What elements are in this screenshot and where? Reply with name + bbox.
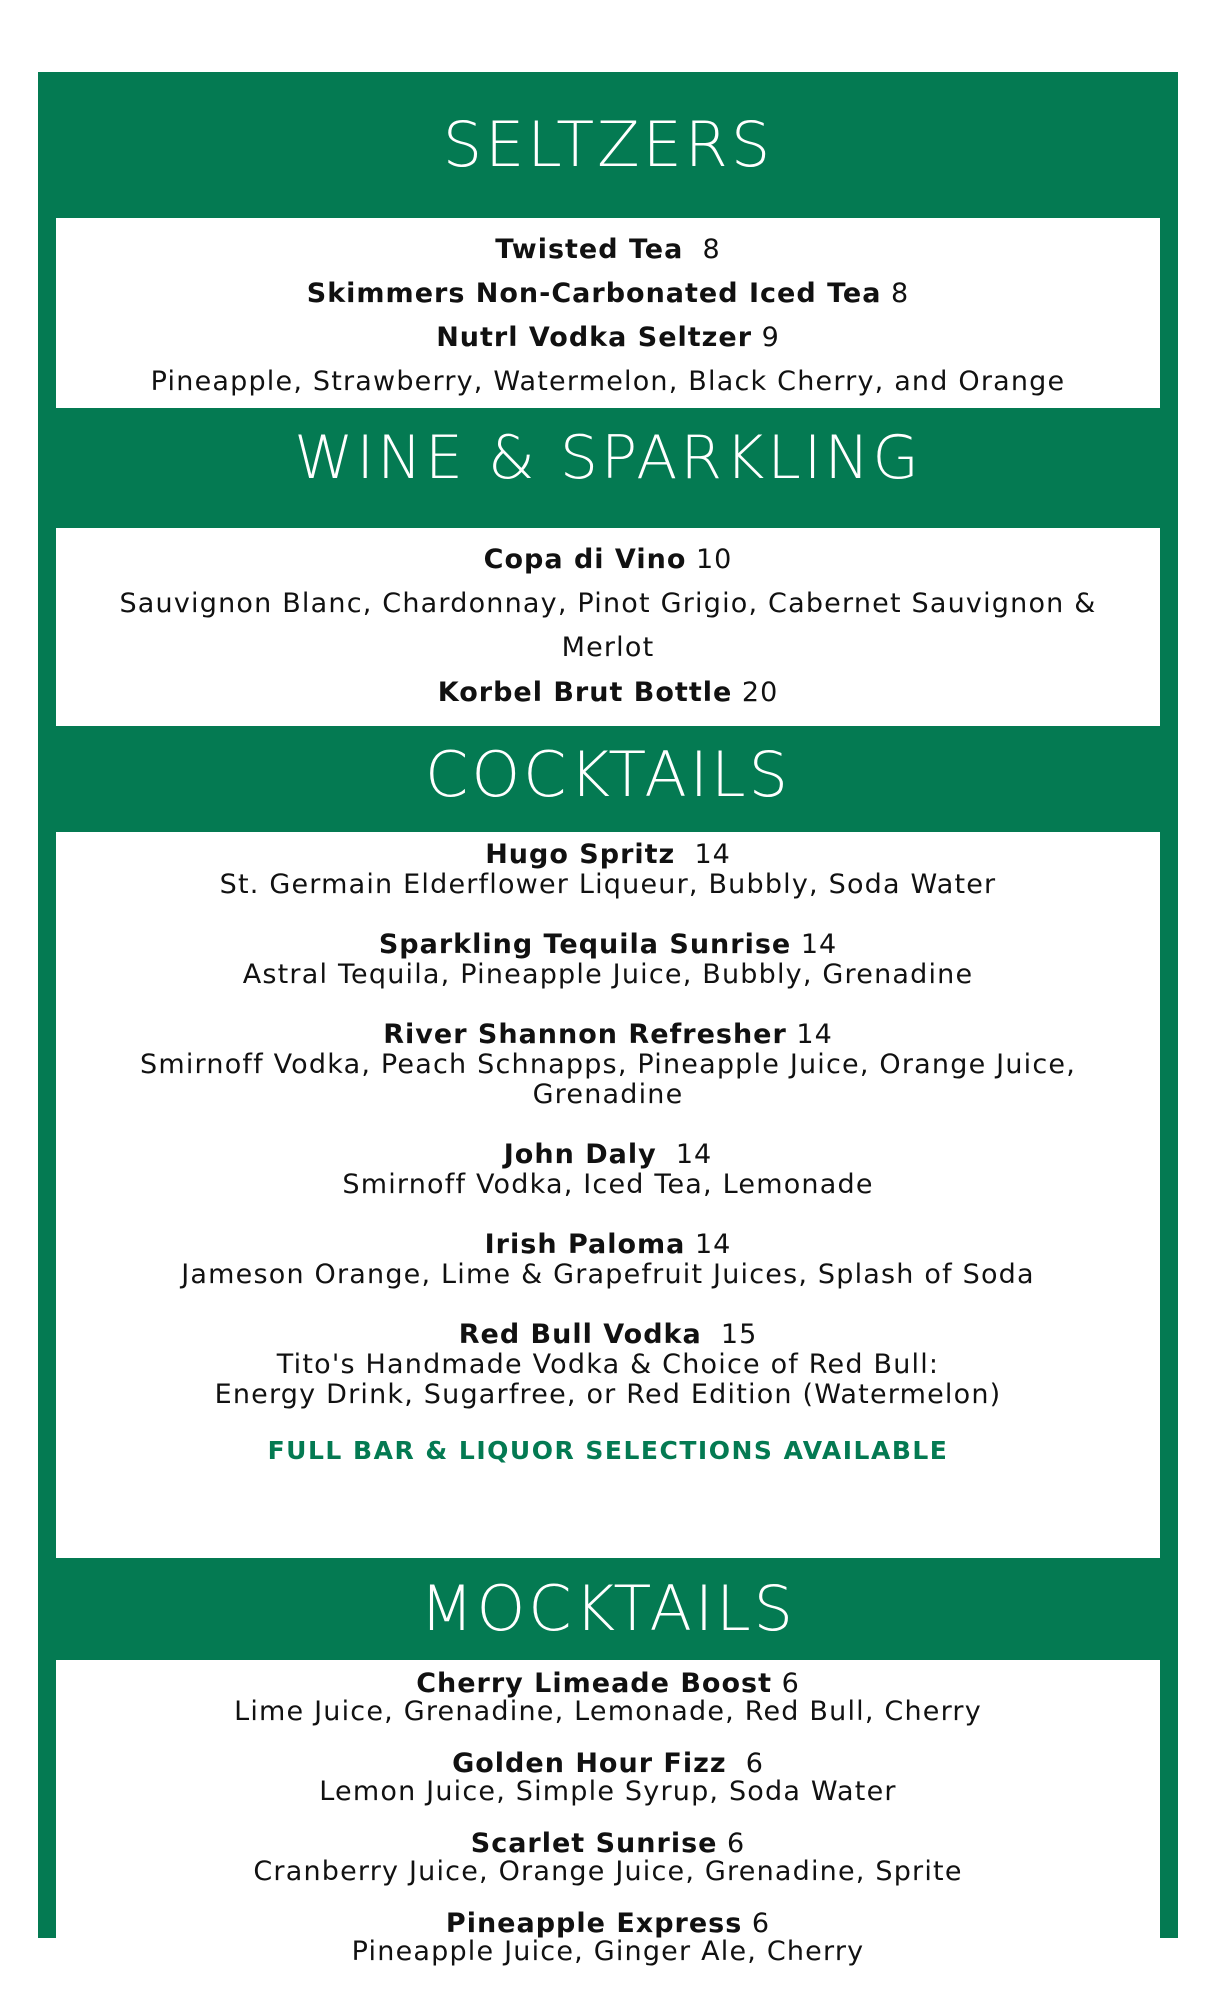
item-description: Astral Tequila, Pineapple Juice, Bubbly, Grenadine: [242, 959, 974, 990]
menu-item: [86, 1230, 1130, 1290]
item-description: Lime Juice, Grenadine, Lemonade, Red Bull, Cherry: [234, 1696, 982, 1727]
menu-item: [56, 1910, 1160, 1966]
item-name: Skimmers Non-Carbonated Iced Tea: [306, 278, 882, 309]
menu-item: [56, 1830, 1160, 1886]
mocktails-panel-body: [56, 1660, 1160, 1988]
item-name: Twisted Tea: [495, 234, 684, 265]
menu-item: [86, 930, 1130, 990]
item-price: 8: [891, 278, 910, 309]
item-price: 14: [675, 1139, 713, 1170]
item-price: 8: [702, 234, 721, 265]
item-price: 6: [781, 1668, 800, 1699]
menu-item: [76, 670, 1140, 716]
item-name: John Daly: [503, 1139, 657, 1170]
wine-panel: [56, 528, 1160, 726]
menu-item: [76, 538, 1140, 582]
item-name: Korbel Brut Bottle: [437, 677, 733, 708]
item-name: Sparkling Tequila Sunrise: [378, 929, 792, 960]
item-price: 14: [796, 1019, 833, 1050]
item-price: 20: [741, 677, 779, 708]
cocktails-panel: [56, 832, 1160, 1558]
full-bar-note: FULL BAR & LIQUOR SELECTIONS AVAILABLE: [267, 1436, 949, 1465]
menu-item: [86, 1020, 1130, 1110]
cocktails-heading: COCKTAILS: [425, 738, 791, 811]
item-description: Cranberry Juice, Orange Juice, Grenadine, Sprite: [253, 1856, 963, 1887]
seltzers-heading: SELTZERS: [442, 108, 774, 181]
item-description-line2: Energy Drink, Sugarfree, or Red Edition (Watermelon): [214, 1379, 1002, 1410]
item-description: Pineapple Juice, Ginger Ale, Cherry: [351, 1936, 865, 1967]
item-name: Scarlet Sunrise: [470, 1828, 718, 1859]
item-description: Smirnoff Vodka, Iced Tea, Lemonade: [342, 1169, 874, 1200]
item-name: Hugo Spritz: [485, 839, 676, 870]
item-price: 14: [800, 929, 838, 960]
menu-item: [56, 228, 1160, 272]
item-price: 9: [761, 322, 780, 353]
item-description: Sauvignon Blanc, Chardonnay, Pinot Grigio, Cabernet Sauvignon & Merlot: [119, 588, 1097, 663]
item-description: Pineapple, Strawberry, Watermelon, Black Cherry, and Orange: [150, 366, 1066, 397]
item-price: 10: [695, 544, 733, 575]
menu-item: [86, 1320, 1130, 1410]
item-price: 15: [720, 1319, 758, 1350]
item-price: 14: [694, 1229, 732, 1260]
item-description: Jameson Orange, Lime & Grapefruit Juices, Splash of Soda: [181, 1259, 1035, 1290]
item-name: Pineapple Express: [445, 1908, 743, 1939]
item-name: Copa di Vino: [483, 544, 687, 575]
item-name: Nutrl Vodka Seltzer: [436, 322, 753, 353]
item-price: 6: [727, 1828, 746, 1859]
item-description: Lemon Juice, Simple Syrup, Soda Water: [319, 1776, 897, 1807]
item-name: Golden Hour Fizz: [452, 1748, 727, 1779]
menu-item: [56, 272, 1160, 316]
item-price: 6: [745, 1748, 764, 1779]
menu-item: [56, 1750, 1160, 1806]
menu-item: [56, 1670, 1160, 1726]
item-name: Irish Paloma: [484, 1229, 686, 1260]
item-price: 14: [694, 839, 731, 870]
item-description: Tito's Handmade Vodka & Choice of Red Bull:: [276, 1349, 940, 1380]
menu-item: [86, 1140, 1130, 1200]
item-name: Red Bull Vodka: [458, 1319, 702, 1350]
wine-heading: WINE & SPARKLING: [294, 423, 922, 493]
seltzers-panel: [56, 218, 1160, 408]
item-description: St. Germain Elderflower Liqueur, Bubbly, Soda Water: [219, 869, 997, 900]
item-name: Cherry Limeade Boost: [416, 1668, 773, 1699]
item-price: 6: [751, 1908, 771, 1939]
menu-frame: [38, 72, 1178, 1967]
menu-item: [86, 840, 1130, 900]
item-name: River Shannon Refresher: [383, 1019, 787, 1050]
mocktails-heading: MOCKTAILS: [419, 1572, 797, 1645]
item-description: Smirnoff Vodka, Peach Schnapps, Pineapple Juice, Orange Juice, Grenadine: [140, 1049, 1076, 1110]
menu-item: [56, 316, 1160, 360]
